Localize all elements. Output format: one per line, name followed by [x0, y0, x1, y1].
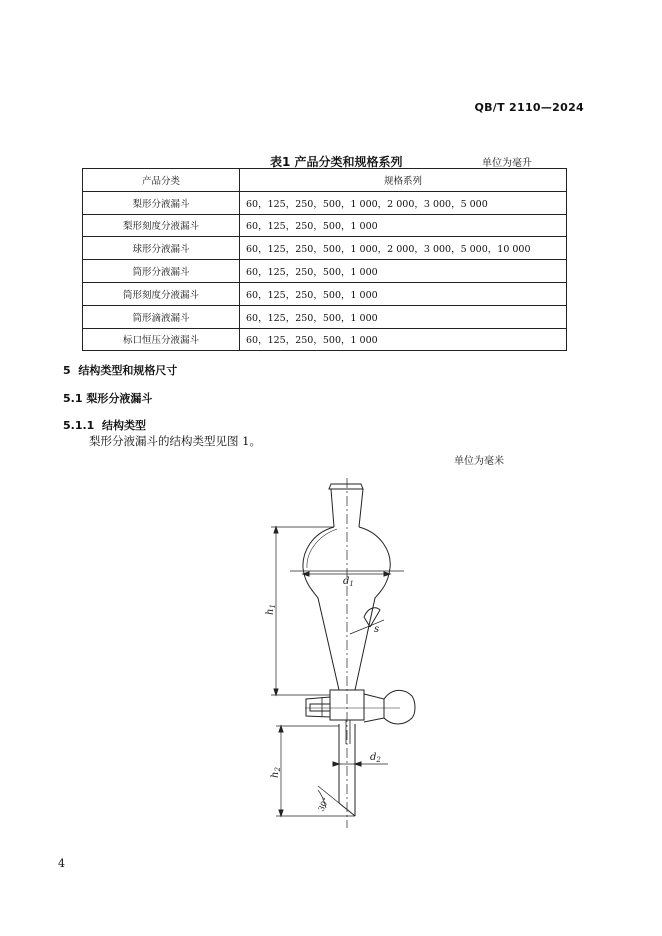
column-header: 规格系列	[240, 169, 567, 192]
standard-code: QB/T 2110—2024	[474, 101, 584, 114]
section-5-1-heading: 5.1 梨形分液漏斗	[63, 392, 153, 405]
product-type-cell: 筒形滴液漏斗	[83, 305, 240, 328]
spec-series-cell: 60，125，250，500，1 000	[240, 328, 567, 351]
spec-series-cell: 60，125，250，500，1 000	[240, 260, 567, 283]
body-paragraph: 梨形分液漏斗的结构类型见图 1。	[89, 434, 261, 448]
product-type-cell: 球形分液漏斗	[83, 237, 240, 260]
table-caption: 表1 产品分类和规格系列	[270, 155, 403, 169]
product-type-cell: 梨形刻度分液漏斗	[83, 214, 240, 237]
stopper-neck	[329, 484, 363, 527]
product-type-cell: 筒形分液漏斗	[83, 260, 240, 283]
spec-series-cell: 60，125，250，500，1 000	[240, 305, 567, 328]
s-label: s	[374, 624, 380, 635]
h2-label: $h_2$	[270, 767, 282, 778]
spec-series-cell: 60，125，250，500，1 000，2 000，3 000，5 000，10 000	[240, 237, 567, 260]
h1-dimension	[271, 527, 334, 695]
spec-series-cell: 60，125，250，500，1 000	[240, 282, 567, 305]
product-type-cell: 梨形分液漏斗	[83, 191, 240, 214]
d2-label: $d_2$	[370, 752, 381, 764]
spec-series-cell: 60，125，250，500，1 000	[240, 214, 567, 237]
d1-label: $d_1$	[343, 576, 354, 588]
spec-series-cell: 60，125，250，500，1 000，2 000，3 000，5 000	[240, 191, 567, 214]
page-number: 4	[58, 857, 65, 870]
angle-label: 30°	[316, 796, 331, 813]
section-5-1-1-heading: 5.1.1 结构类型	[63, 419, 146, 432]
product-type-cell: 标口恒压分液漏斗	[83, 328, 240, 351]
h1-label: $h_1$	[265, 604, 277, 615]
product-type-cell: 筒形刻度分液漏斗	[83, 282, 240, 305]
column-header: 产品分类	[83, 169, 240, 192]
figure-unit: 单位为毫米	[454, 456, 504, 467]
table-unit: 单位为毫升	[482, 158, 532, 169]
stopcock	[305, 690, 415, 744]
section-5-heading: 5 结构类型和规格尺寸	[63, 364, 178, 377]
h2-dimension	[276, 726, 355, 816]
